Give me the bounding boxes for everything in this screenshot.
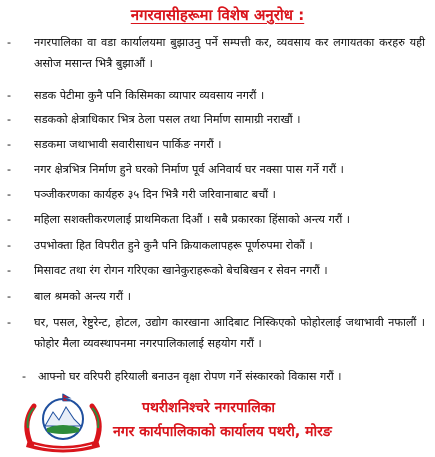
bullet-mark: - xyxy=(7,113,12,126)
bullet-mark: - xyxy=(7,188,12,201)
list-item xyxy=(0,312,435,354)
bullet-mark: - xyxy=(7,163,12,176)
bullet-mark: - xyxy=(7,290,12,303)
bullet-mark: - xyxy=(7,89,12,102)
notice-title xyxy=(0,6,435,24)
office-name: पथरीशनिश्चरे नगरपालिका xyxy=(142,400,276,416)
list-item xyxy=(0,32,435,74)
list-item-text: नगरपालिका वा वडा कार्यालयमा बुझाउनु पर्ने सम्पत्ती कर, व्यवसाय कर लगायतका करहरु यही असोज मसान्त भित्रै बुझाऔं । xyxy=(34,36,425,70)
bullet-mark: - xyxy=(7,213,12,226)
list-item-text: उपभोक्ता हित विपरीत हुने कुनै पनि क्रियाकलापहरू पूर्णरुपमा रोकौं । xyxy=(34,239,313,252)
list-item-text: सडकको क्षेत्राधिकार भित्र ठेला पसल तथा निर्माण सामाग्री नराखौं । xyxy=(34,113,301,126)
list-item-text: पञ्जीकरणका कार्यहरु ३५ दिन भित्रै गरी जरिवानाबाट बचौं । xyxy=(34,188,276,201)
office-footer xyxy=(0,392,435,457)
bullet-mark: - xyxy=(7,36,12,49)
bullet-mark: - xyxy=(7,316,12,329)
list-item-text: घर, पसल, रेष्टुरेन्ट, होटल, उद्योग कारखाना आदिबाट निस्किएको फोहोरलाई जथाभावी नफालौं । फोहोर मैला व्यवस्थापनमा नगरपालिकालाई सहयोग गरौं । xyxy=(34,316,425,350)
nepal-government-emblem-icon xyxy=(20,392,106,454)
list-item-text: सडकमा जथाभावी सवारीसाधन पार्किङ नगरौं । xyxy=(34,138,222,151)
office-address: नगर कार्यपालिकाको कार्यालय पथरी, मोरङ xyxy=(113,424,332,440)
list-item-text: महिला सशक्तीकरणलाई प्राथमिकता दिऔं । सबै प्रकारका हिंसाको अन्त्य गरौं । xyxy=(34,213,351,226)
notice-title-text: नगरवासीहरूमा विशेष अनुरोध : xyxy=(130,6,305,24)
bullet-mark: - xyxy=(7,264,12,277)
bullet-mark: - xyxy=(7,239,12,252)
list-item-text: सडक पेटीमा कुनै पनि किसिमका व्यापार व्यवसाय नगरौं । xyxy=(34,89,265,102)
bullet-mark: - xyxy=(22,370,27,383)
list-item-text: बाल श्रमको अन्त्य गरौं । xyxy=(34,290,131,303)
bullet-mark: - xyxy=(7,138,12,151)
list-item-text: आफ्नो घर वरिपरी हरियाली बनाउन वृक्षा रोपण गर्ने संस्कारको विकास गरौं । xyxy=(38,370,342,383)
list-item-text: नगर क्षेत्रभित्र निर्माण हुने घरको निर्माण पूर्व अनिवार्य घर नक्सा पास गर्ने गरौं । xyxy=(34,163,344,176)
list-item-text: मिसावट तथा रंग रोगन गरिएका खानेकुराहरूको बेचबिखन र सेवन नगरौं । xyxy=(34,264,328,277)
